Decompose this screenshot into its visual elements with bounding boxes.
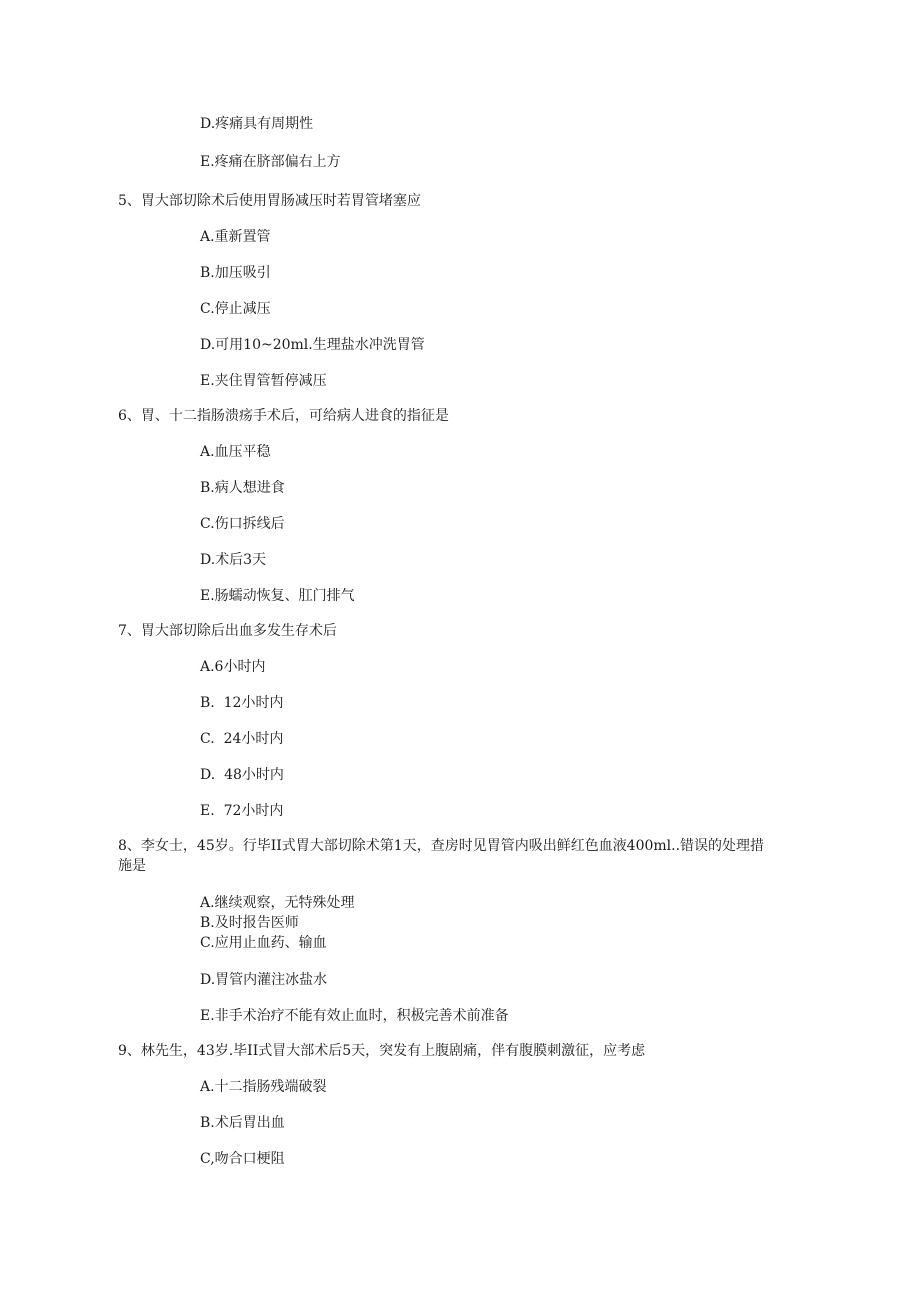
answer-option: D.术后3天: [200, 552, 267, 568]
answer-option: D.疼痛具有周期性: [200, 116, 314, 132]
answer-option: E.夹住胃管暂停减压: [200, 373, 327, 389]
answer-option: E.肠蠕动恢复、肛门排气: [200, 588, 355, 604]
answer-option: C,吻合口梗阻: [200, 1151, 285, 1167]
answer-option: D.可用10~20ml.生理盐水冲洗胃管: [200, 337, 425, 353]
answer-option: D. 48小时内: [200, 767, 284, 783]
question-text: 6、胃、十二指肠溃疡手术后，可给病人进食的指征是: [118, 408, 449, 424]
answer-option: A.十二指肠残端破裂: [200, 1079, 327, 1095]
answer-option: B.术后胃出血: [200, 1115, 285, 1131]
answer-option: C. 24小时内: [200, 731, 284, 747]
answer-option: B.病人想进食: [200, 480, 285, 496]
answer-option: B.加压吸引: [200, 265, 271, 281]
question-text: 7、胃大部切除后出血多发生存术后: [118, 623, 337, 639]
answer-option: E.非手术治疗不能有效止血时，积极完善术前准备: [200, 1008, 509, 1024]
answer-option: A.6小时内: [200, 659, 266, 675]
question-text: 9、林先生，43岁.毕II式冒大部术后5天，突发有上腹剧痛，伴有腹膜刺激征，应考虑: [118, 1043, 646, 1059]
answer-option: E. 72小时内: [200, 803, 284, 819]
answer-option: B. 12小时内: [200, 695, 284, 711]
answer-option: B.及时报告医师: [200, 915, 299, 931]
question-text: 8、李女士，45岁。行毕II式胃大部切除术第1天，查房时见胃管内吸出鲜红色血液400ml..错误的处理措施是: [118, 838, 765, 874]
answer-option: A.重新置管: [200, 229, 271, 245]
answer-option: C.伤口拆线后: [200, 516, 285, 532]
answer-option: D.胃管内灌注冰盐水: [200, 972, 328, 988]
answer-option: C.应用止血药、输血: [200, 935, 327, 951]
answer-option: A.继续观察，无特殊处理: [200, 895, 355, 911]
question-text: 5、胃大部切除术后使用胃肠减压时若胃管堵塞应: [118, 193, 421, 209]
answer-option: E.疼痛在脐部偏右上方: [200, 154, 341, 170]
answer-option: C.停止减压: [200, 301, 271, 317]
answer-option: A.血压平稳: [200, 444, 271, 460]
